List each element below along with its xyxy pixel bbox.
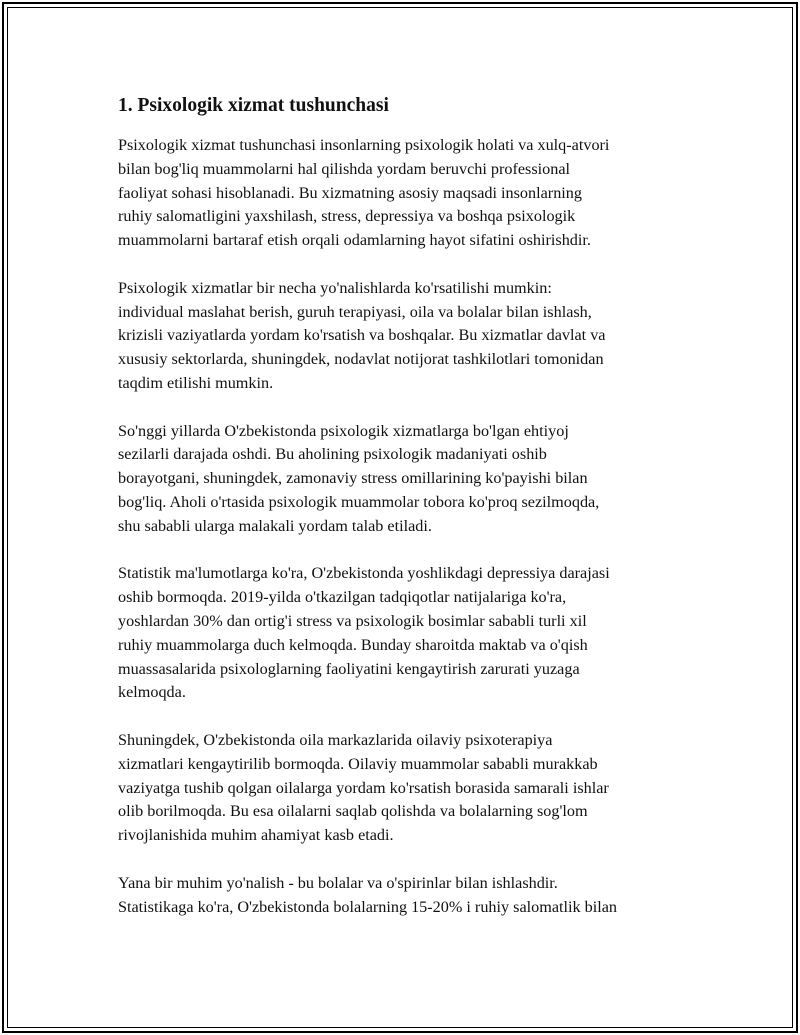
paragraph [118,420,698,539]
text-line: kelmoqda. [118,683,186,702]
text-line: olib borilmoqda. Bu esa oilalarni saqlab qolishda va bolalarning sog'lom [118,802,588,821]
paragraph [118,729,698,848]
text-line: oshib bormoqda. 2019-yilda o'tkazilgan tadqiqotlar natijalariga ko'ra, [118,588,567,607]
text-line: Statistik ma'lumotlarga ko'ra, O'zbekistonda yoshlikdagi depressiya darajasi [118,564,610,583]
text-line: individual maslahat berish, guruh terapiyasi, oila va bolalar bilan ishlash, [118,302,592,321]
text-line: yoshlardan 30% dan ortig'i stress va psixologik bosimlar sababli turli xil [118,611,587,630]
text-line: Yana bir muhim yo'nalish - bu bolalar va o'spirinlar bilan ishlashdir. [118,873,558,892]
text-line: Psixologik xizmat tushunchasi insonlarning psixologik holati va xulq-atvori [118,136,610,154]
text-line: xizmatlari kengaytirilib bormoqda. Oilaviy muammolar sababli murakkab [118,754,598,773]
text-line: faoliyat sohasi hisoblanadi. Bu xizmatning asosiy maqsadi insonlarning [118,183,582,202]
text-line: Shuningdek, O'zbekistonda oila markazlarida oilaviy psixoterapiya [118,730,553,749]
paragraph [118,872,698,920]
text-line: shu sababli ularga malakali yordam talab etiladi. [118,516,432,535]
document-body [118,92,698,943]
text-line: ruhiy salomatligini yaxshilash, stress, depressiya va boshqa psixologik [118,207,576,226]
text-line: bog'liq. Aholi o'rtasida psixologik muammolar tobora ko'proq sezilmoqda, [118,492,600,511]
text-line: vaziyatga tushib qolgan oilalarga yordam ko'rsatish borasida samarali ishlar [118,778,609,797]
text-line: xususiy sektorlarda, shuningdek, nodavlat notijorat tashkilotlari tomonidan [118,350,604,369]
paragraph [118,134,698,253]
text-line: borayotgani, shuningdek, zamonaviy stress omillarining ko'payishi bilan [118,469,588,488]
text-line: Statistikaga ko'ra, O'zbekistonda bolalarning 15-20% i ruhiy salomatlik bilan [118,897,617,916]
paragraph [118,562,698,705]
text-line: ruhiy muammolarga duch kelmoqda. Bunday sharoitda maktab va o'qish [118,635,588,654]
text-line: So'nggi yillarda O'zbekistonda psixologik xizmatlarga bo'lgan ehtiyoj [118,421,569,440]
section-heading: 1. Psixologik xizmat tushunchasi [118,95,389,116]
text-line: bilan bog'liq muammolarni hal qilishda yordam beruvchi professional [118,159,571,178]
text-line: Psixologik xizmatlar bir necha yo'nalishlarda ko'rsatilishi mumkin: [118,278,552,297]
paragraph [118,277,698,396]
text-line: krizisli vaziyatlarda yordam ko'rsatish va boshqalar. Bu xizmatlar davlat va [118,326,606,345]
text-line: taqdim etilishi mumkin. [118,373,274,392]
text-line: muassasalarida psixologlarning faoliyatini kengaytirish zarurati yuzaga [118,659,580,678]
text-line: rivojlanishida muhim ahamiyat kasb etadi. [118,826,394,845]
text-line: muammolarni bartaraf etish orqali odamlarning hayot sifatini oshirishdir. [118,231,591,250]
text-line: sezilarli darajada oshdi. Bu aholining psixologik madaniyati oshib [118,445,547,464]
